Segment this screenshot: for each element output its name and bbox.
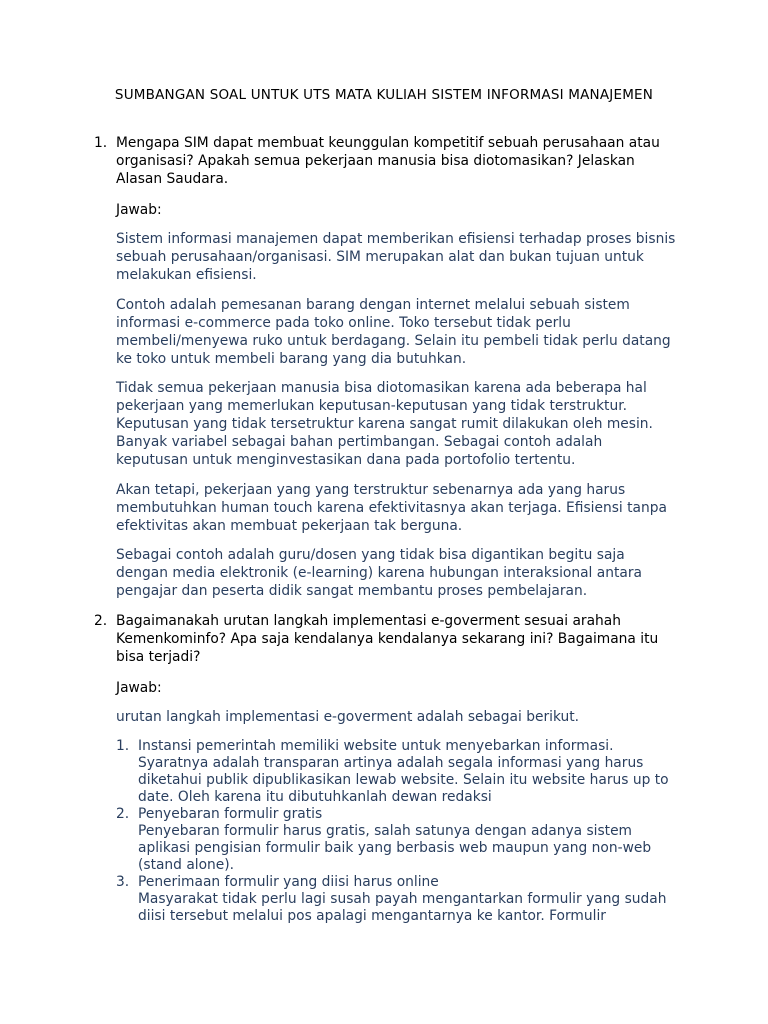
- question-number: 1.: [94, 135, 108, 151]
- answer-paragraph: Tidak semua pekerjaan manusia bisa diotomasikan karena ada beberapa hal pekerjaan yang memerlukan keputusan-keputusan yang tidak terstruktur. Keputusan yang tidak tersetruktur karena sangat rumit dilakukan oleh mesin. Banyak variabel sebagai bahan pertimbangan. Sebagai contoh adalah keputusan untuk menginvestasikan dana pada portofolio tertentu.: [116, 380, 653, 468]
- step-heading: Penyebaran formulir gratis: [138, 806, 323, 822]
- step-number: 3.: [116, 874, 130, 890]
- answer-paragraph: Akan tetapi, pekerjaan yang yang terstruktur sebenarnya ada yang harus membutuhkan human touch karena efektivitasnya akan terjaga. Efisiensi tanpa efektivitas akan membuat pekerjaan tak berguna.: [116, 482, 667, 534]
- document-title: SUMBANGAN SOAL UNTUK UTS MATA KULIAH SISTEM INFORMASI MANAJEMEN: [114, 87, 654, 103]
- answer-label: Jawab:: [116, 202, 162, 218]
- step-body: Penyebaran formulir harus gratis, salah satunya dengan adanya sistem aplikasi pengisian formulir baik yang berbasis web maupun yang non-web (stand alone).: [138, 823, 652, 873]
- step-heading: Penerimaan formulir yang diisi harus online: [138, 874, 439, 890]
- step-number: 1.: [116, 738, 130, 754]
- answer-intro: urutan langkah implementasi e-goverment adalah sebagai berikut.: [116, 709, 580, 725]
- question-text: Bagaimanakah urutan langkah implementasi e-goverment sesuai arahah Kemenkominfo? Apa saja kendalanya kendalanya sekarang ini? Bagaimana itu bisa terjadi?: [116, 613, 659, 665]
- answer-paragraph: Sebagai contoh adalah guru/dosen yang tidak bisa digantikan begitu saja dengan media elektronik (e-learning) karena hubungan interaksional antara pengajar dan peserta didik sangat membantu proses pembelajaran.: [116, 547, 642, 599]
- question-number: 2.: [94, 613, 108, 629]
- answer-label: Jawab:: [116, 680, 162, 696]
- answer-paragraph: Contoh adalah pemesanan barang dengan internet melalui sebuah sistem informasi e-commerce pada toko online. Toko tersebut tidak perlu membeli/menyewa ruko untuk berdagang. Selain itu pembeli tidak perlu datang ke toko untuk membeli barang yang dia butuhkan.: [116, 297, 671, 367]
- step-number: 2.: [116, 806, 130, 822]
- question-text: Mengapa SIM dapat membuat keunggulan kompetitif sebuah perusahaan atau organisasi? Apakah semua pekerjaan manusia bisa diotomasikan? Jelaskan Alasan Saudara.: [116, 135, 660, 187]
- answer-paragraph: Sistem informasi manajemen dapat memberikan efisiensi terhadap proses bisnis sebuah perusahaan/organisasi. SIM merupakan alat dan bukan tujuan untuk melakukan efisiensi.: [116, 231, 676, 283]
- step-heading: Instansi pemerintah memiliki website untuk menyebarkan informasi.: [138, 738, 614, 754]
- step-body: Masyarakat tidak perlu lagi susah payah mengantarkan formulir yang sudah diisi tersebut melalui pos apalagi mengantarnya ke kantor. Formulir: [138, 891, 667, 924]
- step-body: Syaratnya adalah transparan artinya adalah segala informasi yang harus diketahui publik dipublikasikan lewab website. Selain itu website harus up to date. Oleh karena itu dibutuhkanlah dewan redaksi: [138, 755, 669, 805]
